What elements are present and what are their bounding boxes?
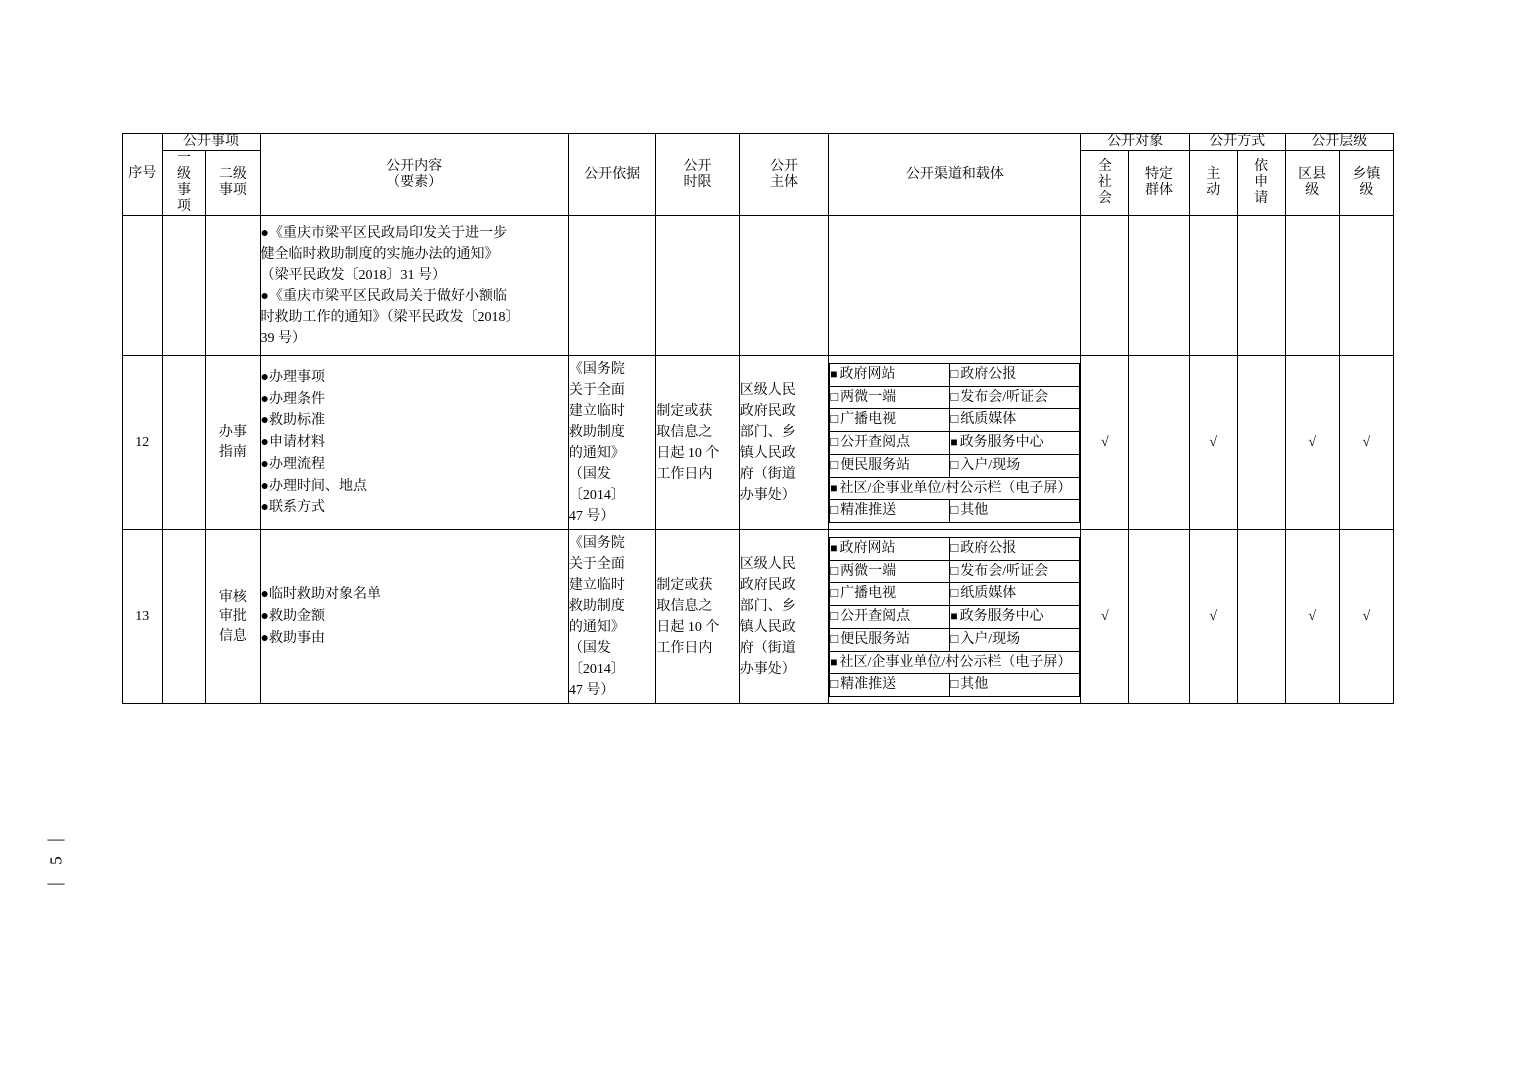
checkbox-unchecked[interactable] [950, 458, 960, 473]
checkbox-unchecked[interactable] [830, 564, 840, 579]
cell-mode-active: √ [1189, 356, 1237, 530]
checkbox-unchecked[interactable] [950, 586, 960, 601]
cell-level1 [162, 356, 206, 530]
cell-level2: 审核 审批 信息 [206, 530, 260, 704]
cell-target-specific [1129, 216, 1189, 356]
header-channel: 公开渠道和载体 [829, 134, 1081, 216]
table-row [123, 356, 1394, 530]
checkbox-unchecked[interactable] [950, 367, 960, 382]
header-content: 公开内容 （要素） [260, 134, 568, 216]
checkbox-checked[interactable] [830, 541, 839, 556]
cell-seq: 13 [123, 530, 163, 704]
table-header-row-1 [123, 134, 1394, 151]
checkbox-unchecked[interactable] [830, 412, 840, 427]
cell-level-town: √ [1339, 530, 1393, 704]
header-mode-request: 依 申 请 [1237, 151, 1285, 216]
cell-content: ●《重庆市梁平区民政局印发关于进一步 健全临时救助制度的实施办法的通知》 （梁平民政发〔2018〕31 号） ●《重庆市梁平区民政局关于做好小额临 时救助工作的通知》（梁平民政发〔2018〕 39 号） [260, 216, 568, 356]
cell-content: ●办理事项 ●办理条件 ●救助标准 ●申请材料 ●办理流程 ●办理时间、地点 ●联系方式 [260, 356, 568, 530]
checkbox-unchecked[interactable] [950, 541, 960, 556]
checkbox-unchecked[interactable] [830, 503, 840, 518]
cell-seq: 12 [123, 356, 163, 530]
header-level-town: 乡镇 级 [1339, 151, 1393, 216]
header-basis: 公开依据 [568, 134, 656, 216]
cell-subject: 区级人民 政府民政 部门、乡 镇人民政 府（街道 办事处） [739, 530, 829, 704]
cell-level1 [162, 216, 206, 356]
checkbox-checked[interactable] [830, 655, 839, 670]
checkbox-unchecked[interactable] [830, 435, 840, 450]
cell-deadline: 制定或获 取信息之 日起 10 个 工作日内 [656, 530, 739, 704]
table-row [123, 216, 1394, 356]
cell-mode-active [1189, 216, 1237, 356]
page-number: — 5 — [46, 829, 66, 893]
checkbox-checked[interactable] [950, 609, 959, 624]
cell-target-all: √ [1081, 530, 1129, 704]
cell-level2 [206, 216, 260, 356]
checkbox-unchecked[interactable] [950, 412, 960, 427]
cell-target-specific [1129, 356, 1189, 530]
cell-basis [568, 216, 656, 356]
header-level2: 二级 事项 [206, 151, 260, 216]
checkbox-unchecked[interactable] [830, 390, 840, 405]
header-subject: 公开 主体 [739, 134, 829, 216]
header-level-district: 区县 级 [1285, 151, 1339, 216]
cell-channel [829, 216, 1081, 356]
checkbox-unchecked[interactable] [830, 677, 840, 692]
cell-target-all: √ [1081, 356, 1129, 530]
table-row [123, 530, 1394, 704]
header-group-target: 公开对象 [1081, 134, 1189, 151]
cell-deadline [656, 216, 739, 356]
cell-channel: ■ 政府网站 □ 政府公报 □ 两微一端 □ 发布会/听证会 □ 广播电视 □ 纸质媒体 □ 公开查阅点 ■ 政务服务中心 □ 便民服务站 □ 入户/现场 ■ 社区/企事业单位/村公示栏（电子屏） □ 精准推送 □ 其他 [829, 530, 1081, 704]
cell-mode-active: √ [1189, 530, 1237, 704]
checkbox-checked[interactable] [950, 435, 959, 450]
checkbox-unchecked[interactable] [950, 390, 960, 405]
cell-level-town: √ [1339, 356, 1393, 530]
cell-level-district [1285, 216, 1339, 356]
cell-mode-request [1237, 356, 1285, 530]
cell-level-district: √ [1285, 356, 1339, 530]
cell-deadline: 制定或获 取信息之 日起 10 个 工作日内 [656, 356, 739, 530]
cell-channel: ■ 政府网站 □ 政府公报 □ 两微一端 □ 发布会/听证会 □ 广播电视 □ 纸质媒体 □ 公开查阅点 ■ 政务服务中心 □ 便民服务站 □ 入户/现场 ■ 社区/企事业单位/村公示栏（电子屏） □ 精准推送 □ 其他 [829, 356, 1081, 530]
header-target-all: 全 社 会 [1081, 151, 1129, 216]
checkbox-unchecked[interactable] [830, 586, 840, 601]
checkbox-checked[interactable] [830, 481, 839, 496]
cell-target-all [1081, 216, 1129, 356]
header-deadline: 公开 时限 [656, 134, 739, 216]
header-group-level: 公开层级 [1285, 134, 1393, 151]
cell-subject: 区级人民 政府民政 部门、乡 镇人民政 府（街道 办事处） [739, 356, 829, 530]
cell-mode-request [1237, 530, 1285, 704]
checkbox-checked[interactable] [830, 367, 839, 382]
cell-mode-request [1237, 216, 1285, 356]
checkbox-unchecked[interactable] [830, 632, 840, 647]
cell-basis: 《国务院 关于全面 建立临时 救助制度 的通知》 （国发 〔2014〕 47 号） [568, 530, 656, 704]
cell-level2: 办事 指南 [206, 356, 260, 530]
cell-basis: 《国务院 关于全面 建立临时 救助制度 的通知》 （国发 〔2014〕 47 号） [568, 356, 656, 530]
checkbox-unchecked[interactable] [830, 609, 840, 624]
header-level1: 一 级 事 项 [162, 151, 206, 216]
cell-level1 [162, 530, 206, 704]
checkbox-unchecked[interactable] [950, 503, 960, 518]
header-target-specific: 特定 群体 [1129, 151, 1189, 216]
disclosure-table [122, 133, 1394, 704]
header-group-items: 公开事项 [162, 134, 260, 151]
header-group-mode: 公开方式 [1189, 134, 1285, 151]
checkbox-unchecked[interactable] [950, 564, 960, 579]
header-seq: 序号 [123, 134, 163, 216]
checkbox-unchecked[interactable] [950, 677, 960, 692]
cell-level-district: √ [1285, 530, 1339, 704]
cell-target-specific [1129, 530, 1189, 704]
cell-level-town [1339, 216, 1393, 356]
cell-subject [739, 216, 829, 356]
header-mode-active: 主 动 [1189, 151, 1237, 216]
cell-seq [123, 216, 163, 356]
checkbox-unchecked[interactable] [950, 632, 960, 647]
checkbox-unchecked[interactable] [830, 458, 840, 473]
cell-content: ●临时救助对象名单 ●救助金额 ●救助事由 [260, 530, 568, 704]
